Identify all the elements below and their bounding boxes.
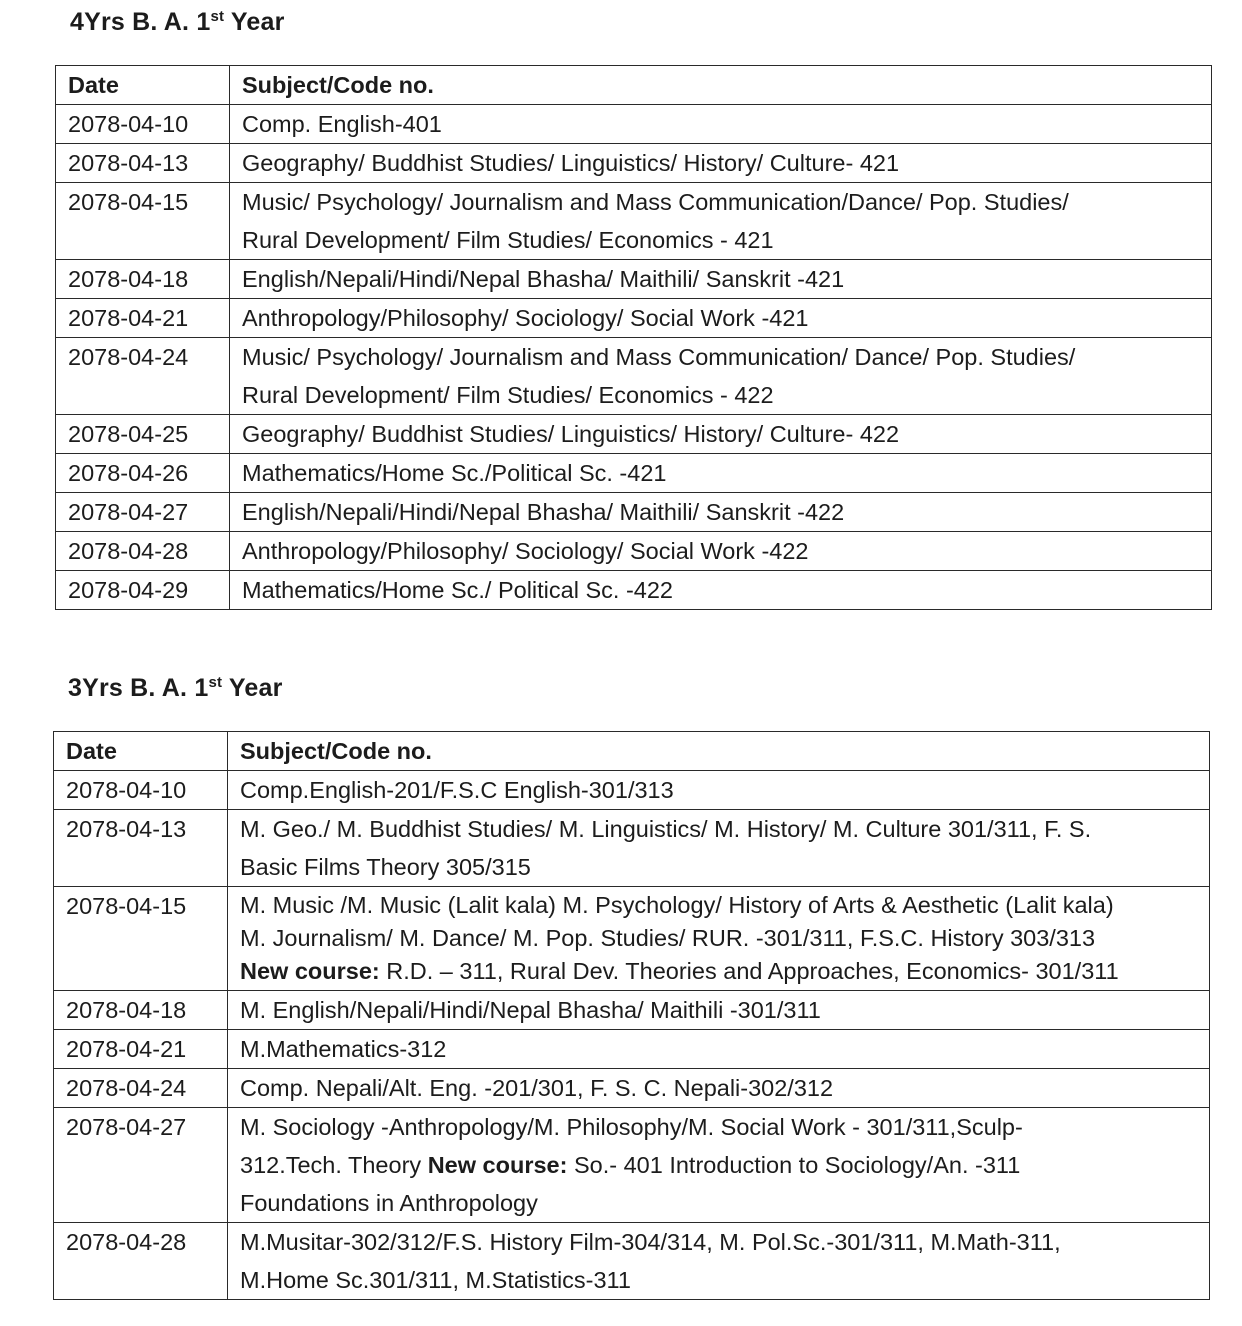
subject-line [240, 955, 1209, 988]
subject-header: Subject/Code no. [230, 66, 1212, 105]
date-cell: 2078-04-27 [56, 493, 230, 532]
date-cell: 2078-04-15 [54, 887, 228, 991]
table-row [56, 493, 1212, 532]
subject-cell [228, 810, 1210, 887]
table-row [54, 1069, 1210, 1108]
date-cell: 2078-04-13 [56, 144, 230, 183]
section-title-4yrs [70, 8, 285, 37]
subject-cell: English/Nepali/Hindi/Nepal Bhasha/ Maithili/ Sanskrit -421 [230, 260, 1212, 299]
subject-cell: Geography/ Buddhist Studies/ Linguistics/ History/ Culture- 421 [230, 144, 1212, 183]
section-title-3yrs [68, 674, 283, 703]
table-header-row [56, 66, 1212, 105]
table-row [54, 991, 1210, 1030]
section-title-3yrs-sup: st [208, 674, 223, 691]
section-title-4yrs-suffix: Year [224, 8, 285, 36]
date-cell: 2078-04-28 [54, 1223, 228, 1300]
subject-cell: M. English/Nepali/Hindi/Nepal Bhasha/ Maithili -301/311 [228, 991, 1210, 1030]
table-row [54, 771, 1210, 810]
date-cell: 2078-04-28 [56, 532, 230, 571]
date-header: Date [54, 732, 228, 771]
date-cell: 2078-04-10 [56, 105, 230, 144]
table-row [56, 415, 1212, 454]
table-row [54, 1108, 1210, 1223]
table-row [56, 183, 1212, 260]
subject-line: Music/ Psychology/ Journalism and Mass Communication/ Dance/ Pop. Studies/ [242, 344, 1076, 370]
table-row [56, 299, 1212, 338]
table-header-row [54, 732, 1210, 771]
date-cell: 2078-04-26 [56, 454, 230, 493]
date-cell: 2078-04-29 [56, 571, 230, 610]
section-title-3yrs-text: 3Yrs B. A. 1 [68, 674, 209, 702]
subject-header: Subject/Code no. [228, 732, 1210, 771]
new-course-label: New course: [427, 1152, 568, 1178]
subject-line: M. Geo./ M. Buddhist Studies/ M. Linguistics/ M. History/ M. Culture 301/311, F. S. [240, 816, 1092, 842]
date-cell: 2078-04-18 [54, 991, 228, 1030]
subject-line: Music/ Psychology/ Journalism and Mass Communication/Dance/ Pop. Studies/ [242, 189, 1069, 215]
table-row [56, 532, 1212, 571]
subject-line-text: R.D. – 311, Rural Dev. Theories and Approaches, Economics- 301/311 [386, 958, 1119, 984]
subject-line: Foundations in Anthropology [240, 1190, 538, 1216]
subject-line-text: 312.Tech. Theory [240, 1152, 422, 1178]
date-cell: 2078-04-21 [54, 1030, 228, 1069]
subject-cell: M.Mathematics-312 [228, 1030, 1210, 1069]
table-row [56, 571, 1212, 610]
subject-line [240, 1146, 1209, 1184]
date-cell: 2078-04-10 [54, 771, 228, 810]
subject-line: M. Sociology -Anthropology/M. Philosophy/M. Social Work - 301/311,Sculp- [240, 1114, 1023, 1140]
date-cell: 2078-04-13 [54, 810, 228, 887]
subject-line: M. Journalism/ M. Dance/ M. Pop. Studies/ RUR. -301/311, F.S.C. History 303/313 [240, 925, 1096, 951]
table-row [54, 810, 1210, 887]
new-course-label: New course: [240, 958, 380, 984]
subject-cell: Anthropology/Philosophy/ Sociology/ Social Work -421 [230, 299, 1212, 338]
section-title-3yrs-suffix: Year [222, 674, 283, 702]
table-row [54, 887, 1210, 991]
date-cell: 2078-04-25 [56, 415, 230, 454]
table-row [56, 338, 1212, 415]
subject-cell: Mathematics/Home Sc./ Political Sc. -422 [230, 571, 1212, 610]
schedule-table-4yrs [55, 65, 1212, 610]
subject-cell: Comp. English-401 [230, 105, 1212, 144]
subject-cell [230, 183, 1212, 260]
table-row [54, 1223, 1210, 1300]
date-cell: 2078-04-24 [56, 338, 230, 415]
subject-line: M.Home Sc.301/311, M.Statistics-311 [240, 1267, 631, 1293]
table-row [56, 454, 1212, 493]
subject-cell: English/Nepali/Hindi/Nepal Bhasha/ Maithili/ Sanskrit -422 [230, 493, 1212, 532]
date-header: Date [56, 66, 230, 105]
section-title-4yrs-sup: st [210, 8, 225, 25]
date-cell: 2078-04-15 [56, 183, 230, 260]
subject-cell [228, 887, 1210, 991]
subject-line: Rural Development/ Film Studies/ Economics - 421 [242, 227, 774, 253]
table-row [54, 1030, 1210, 1069]
subject-cell: Mathematics/Home Sc./Political Sc. -421 [230, 454, 1212, 493]
table-row [56, 144, 1212, 183]
subject-cell [230, 338, 1212, 415]
subject-line-text: So.- 401 Introduction to Sociology/An. -311 [573, 1152, 1021, 1178]
table-row [56, 260, 1212, 299]
date-cell: 2078-04-18 [56, 260, 230, 299]
subject-cell [228, 1223, 1210, 1300]
subject-cell: Anthropology/Philosophy/ Sociology/ Social Work -422 [230, 532, 1212, 571]
table-row [56, 105, 1212, 144]
subject-cell: Comp. Nepali/Alt. Eng. -201/301, F. S. C. Nepali-302/312 [228, 1069, 1210, 1108]
subject-cell [228, 1108, 1210, 1223]
section-title-4yrs-text: 4Yrs B. A. 1 [70, 8, 211, 36]
schedule-table-3yrs [53, 731, 1210, 1300]
subject-cell: Geography/ Buddhist Studies/ Linguistics/ History/ Culture- 422 [230, 415, 1212, 454]
subject-line: Rural Development/ Film Studies/ Economics - 422 [242, 382, 774, 408]
subject-line: M. Music /M. Music (Lalit kala) M. Psychology/ History of Arts & Aesthetic (Lalit kala) [240, 892, 1114, 918]
date-cell: 2078-04-24 [54, 1069, 228, 1108]
date-cell: 2078-04-21 [56, 299, 230, 338]
subject-cell: Comp.English-201/F.S.C English-301/313 [228, 771, 1210, 810]
subject-line: Basic Films Theory 305/315 [240, 854, 531, 880]
subject-line: M.Musitar-302/312/F.S. History Film-304/314, M. Pol.Sc.-301/311, M.Math-311, [240, 1229, 1061, 1255]
date-cell: 2078-04-27 [54, 1108, 228, 1223]
